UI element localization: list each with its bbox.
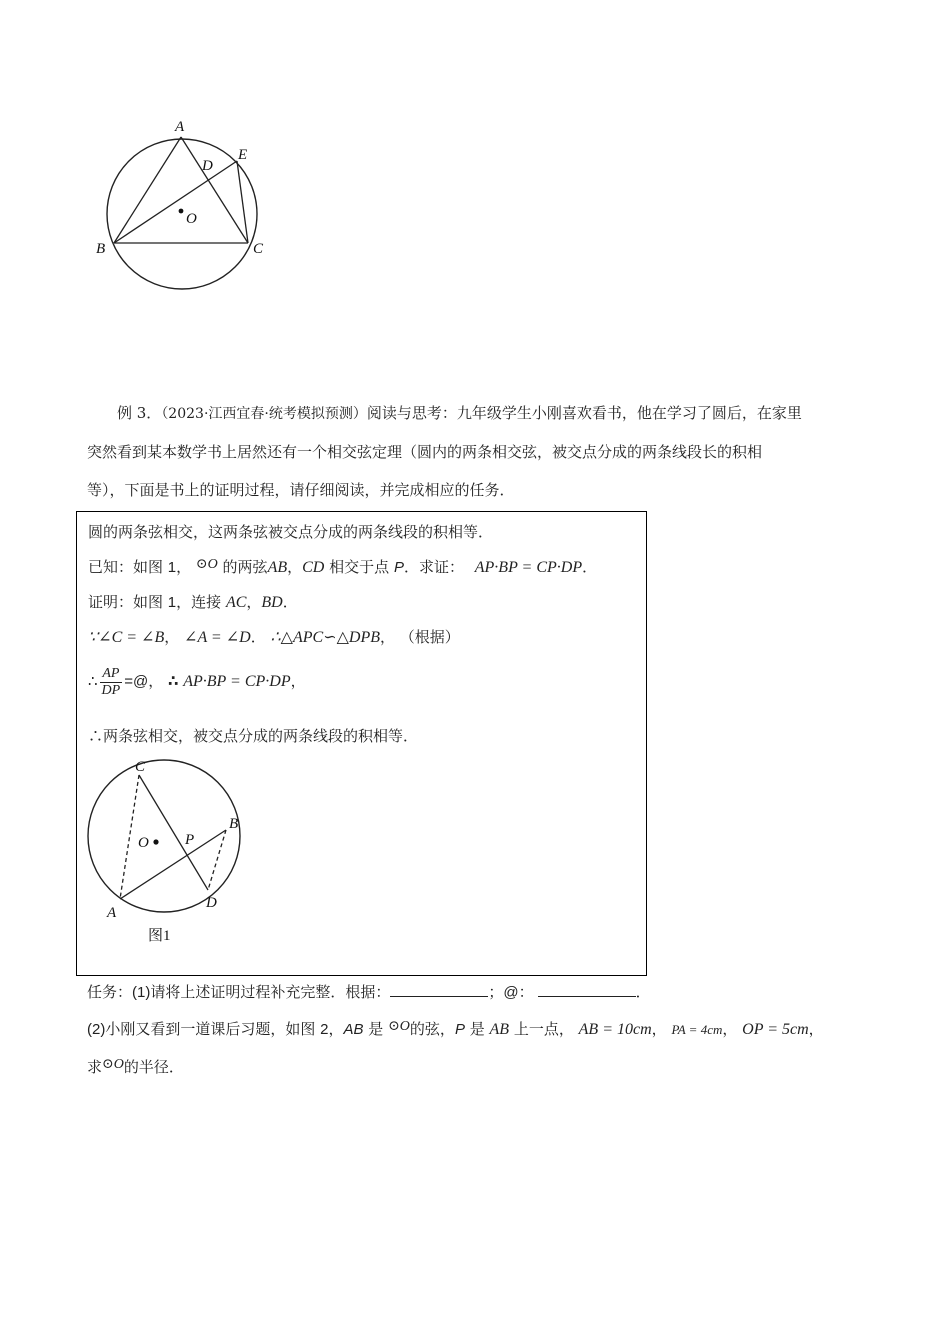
proof-fig-ref: 1，: [167, 594, 192, 611]
label-d: D: [202, 158, 213, 174]
task-item2-chord: 的弦，: [409, 1020, 455, 1038]
proof-conclusion: ∴两条弦相交，被交点分成的两条线段的积相等．: [88, 727, 419, 745]
segment-ab: [114, 137, 181, 243]
task-item1-text: 请将上述证明过程补充完整．根据：: [150, 983, 391, 1001]
proof-seg-ac: AC: [225, 594, 247, 611]
theorem-statement: 圆的两条弦相交，这两条弦被交点分成的两条线段的积相等．: [88, 523, 494, 541]
example-line1-text: 阅读与思考：九年级学生小刚喜欢看书，他在学习了圆后，在家里: [366, 404, 802, 422]
task-item2-pa-length: PA = 4cm: [671, 1022, 723, 1037]
example-line-1: [117, 403, 802, 424]
example-number: 例 3．: [117, 404, 162, 422]
task-line-3: [87, 1055, 184, 1077]
task-prefix: 任务：: [87, 983, 133, 1001]
task-item2-number: (2): [87, 1021, 106, 1038]
task-item2-is2: 是: [469, 1020, 485, 1038]
proof-reason-tag: （根据）: [399, 628, 460, 646]
dashed-segment-ac: [120, 775, 139, 899]
proof-comma: ，: [246, 593, 262, 611]
chord-ab: [120, 830, 226, 899]
given-claim: AP·BP = CP·DP: [474, 559, 583, 576]
given-period: ．: [582, 558, 598, 576]
given-comma: ，: [287, 558, 303, 576]
task-item2-comma-end: ，: [808, 1020, 824, 1038]
segment-be: [114, 161, 237, 243]
chord-cd: [139, 775, 208, 890]
label-e: E: [238, 147, 248, 163]
task-item2-p: P: [454, 1021, 465, 1038]
figure1-caption: 图1: [148, 928, 171, 944]
task-item2-ab2: AB: [489, 1021, 510, 1038]
proof-seg-bd: BD: [261, 594, 283, 611]
example-line-2: 突然看到某本数学书上居然还有一个相交弦定理（圆内的两条相交弦，被交点分成的两条线段长的积相: [87, 443, 763, 461]
task-item2-sep2: ，: [722, 1020, 738, 1038]
task-at-label: @：: [503, 984, 534, 1001]
given-fig-ref: 1，: [167, 559, 192, 576]
proof-period: ．: [282, 593, 298, 611]
proof-ratio-line: [88, 662, 306, 701]
figure1-label-c: C: [135, 759, 146, 775]
task-item2-is: 是: [368, 1020, 384, 1038]
given-mid3: ．求证：: [403, 558, 464, 576]
given-chord-cd: CD: [302, 559, 325, 576]
given-chord-ab: AB: [267, 559, 288, 576]
task-item2-line2-circle: ⊙O: [102, 1057, 124, 1072]
figure1-label-d: D: [206, 895, 217, 911]
proof-because-angles: ∵∠C = ∠B: [88, 629, 165, 646]
figure-1: [79, 756, 259, 946]
task-item2-text1: 小刚又看到一道课后习题，如图: [105, 1020, 316, 1038]
given-mid2: 相交于点: [329, 558, 390, 576]
task-semicolon: ；: [488, 983, 504, 1001]
proof-therefore-2: ∴: [168, 673, 179, 690]
figure1-label-o: O: [138, 835, 149, 851]
figure1-label-b: B: [229, 816, 239, 832]
example-source: （2023·江西宜春·统考模拟预测）: [161, 406, 367, 422]
task-item1-number: (1): [132, 984, 151, 1001]
proof-sim-comma: ，: [380, 628, 396, 646]
label-b: B: [96, 241, 106, 257]
task-item2-ask: 求: [87, 1058, 103, 1076]
top-geometry-figure: [90, 112, 280, 292]
proof-angles-period: ．: [250, 628, 266, 646]
task-item2-circle: ⊙O: [388, 1019, 410, 1034]
figure1-label-p: P: [185, 832, 195, 848]
given-mid1: 的两弦: [222, 558, 268, 576]
example-line-3: 等），下面是书上的证明过程，请仔细阅读，并完成相应的任务．: [87, 481, 515, 499]
segment-ec: [237, 161, 248, 243]
center-dot-o: [179, 209, 184, 214]
ratio-placeholder: =@，: [124, 673, 164, 690]
answer-blank-reason[interactable]: [390, 982, 488, 997]
task-item2-sep1: ，: [651, 1020, 667, 1038]
task-item2-ab: AB: [343, 1021, 364, 1038]
figure1-center-dot: [153, 839, 158, 844]
proof-ratio-therefore: ∴: [88, 672, 98, 690]
top-circle: [107, 139, 257, 289]
task-item2-radius: 的半径．: [123, 1058, 184, 1076]
proof-prefix: 证明：如图: [88, 593, 164, 611]
proof-angle-a-d: ∠A = ∠D: [184, 629, 251, 646]
dashed-segment-bd: [208, 830, 226, 890]
task-line-1: [87, 982, 651, 1003]
proof-box: [76, 511, 647, 976]
label-a: A: [175, 119, 185, 135]
ratio-fraction: [100, 666, 123, 699]
proof-similar-triangles: ∴△APC∽△DPB: [270, 629, 380, 646]
given-point-p: P: [393, 559, 404, 576]
task-line-2: [87, 1017, 824, 1040]
proof-angles-comma: ，: [164, 628, 180, 646]
label-o: O: [186, 211, 197, 227]
proof-angles-line: [88, 627, 460, 648]
task-item2-ab-length: AB = 10cm: [578, 1021, 652, 1038]
figure1-label-a: A: [107, 905, 117, 921]
label-c: C: [253, 241, 264, 257]
proof-product-comma: ，: [290, 672, 306, 690]
proof-connect: 连接: [191, 593, 222, 611]
proof-product-equation: AP·BP = CP·DP: [183, 673, 291, 690]
answer-blank-at[interactable]: [538, 982, 636, 997]
fraction-numerator: AP: [100, 666, 123, 683]
given-prefix: 已知：如图: [88, 558, 164, 576]
given-circle-o: ⊙O: [195, 557, 218, 572]
fraction-denominator: DP: [101, 682, 121, 698]
proof-intro-line: [88, 592, 298, 613]
given-line: [88, 555, 597, 578]
task-item2-fig-ref: 2，: [320, 1021, 344, 1038]
task-end-period: ．: [635, 983, 651, 1001]
task-item2-op-length: OP = 5cm: [742, 1021, 809, 1038]
task-item2-point: 上一点，: [513, 1020, 574, 1038]
